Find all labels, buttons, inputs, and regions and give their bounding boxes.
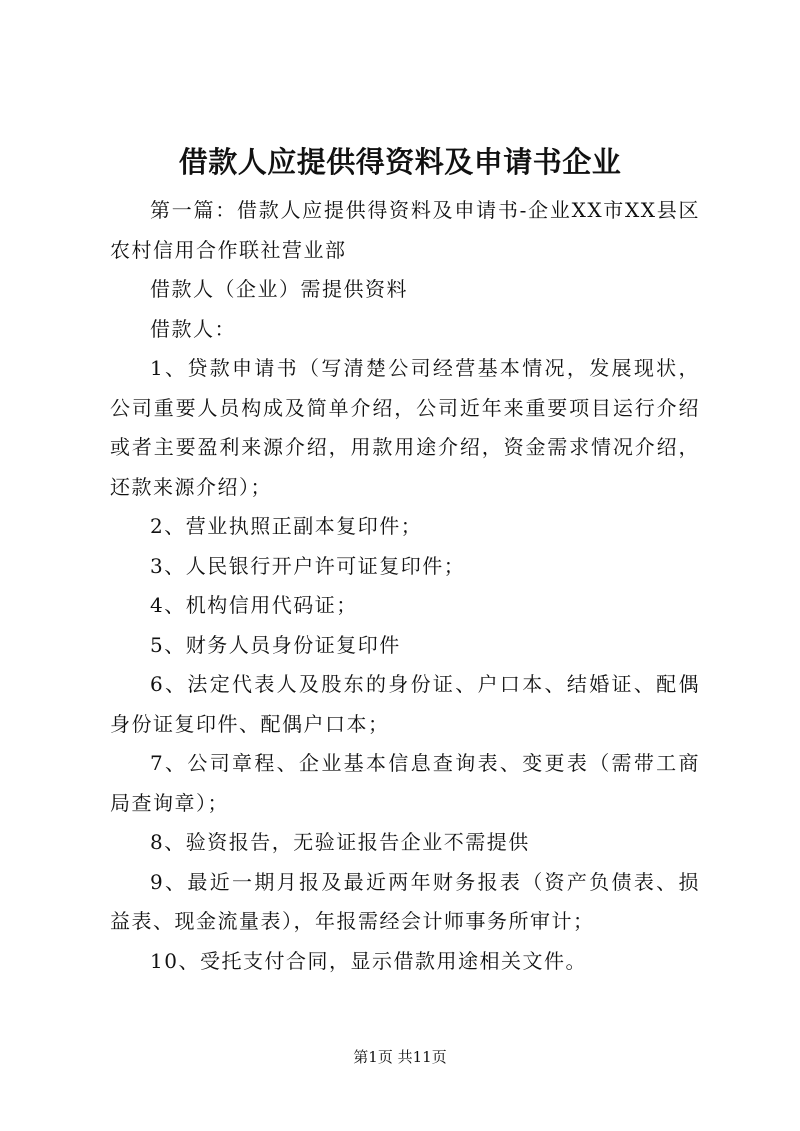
list-item-10: 10、受托支付合同，显示借款用途相关文件。 [150,948,587,973]
paragraph-subheading: 借款人（企业）需提供资料 [150,277,408,301]
list-item-6: 6、法定代表人及股东的身份证、户口本、结婚证、配偶身份证复印件、配偶户口本； [110,672,700,736]
list-item-7: 7、公司章程、企业基本信息查询表、变更表（需带工商局查询章）； [110,751,700,815]
page-footer: 第1页 共11页 [353,1048,447,1066]
list-item-8: 8、验资报告，无验证报告企业不需提供 [150,830,530,854]
paragraph-borrower-label: 借款人： [150,316,236,341]
list-item-9: 9、最近一期月报及最近两年财务报表（资产负债表、损益表、现金流量表），年报需经会计师事务所审计； [110,869,700,933]
document-title: 借款人应提供得资料及申请书企业 [178,145,622,179]
list-item-5: 5、财务人员身份证复印件 [150,632,401,657]
list-item-3: 3、人民银行开户许可证复印件； [150,553,466,578]
list-item-4: 4、机构信用代码证； [150,593,358,617]
list-item-2: 2、营业执照正副本复印件； [150,514,423,538]
document-body [110,191,700,981]
paragraph-heading: 第一篇：借款人应提供得资料及申请书-企业XX市XX县区农村信用合作联社营业部 [110,198,700,262]
list-item-1: 1、贷款申请书（写清楚公司经营基本情况，发展现状，公司重要人员构成及简单介绍，公司近年来重要项目运行介绍或者主要盈利来源介绍，用款用途介绍，资金需求情况介绍，还款来源介绍）； [110,356,700,499]
